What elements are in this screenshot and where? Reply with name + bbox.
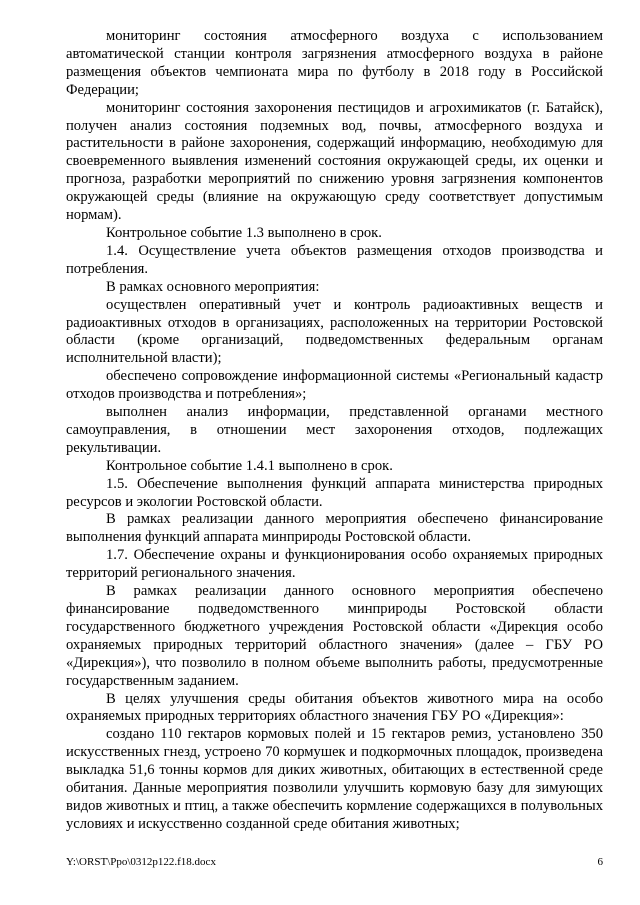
paragraph: 1.7. Обеспечение охраны и функционирования особо охраняемых природных территорий регионального значения. [66,547,603,582]
footer-file-path: Y:\ORST\Ppo\0312p122.f18.docx [66,856,216,868]
page-number: 6 [597,856,603,868]
document-body [66,28,603,834]
paragraph: В рамках реализации данного основного мероприятия обеспечено финансирование подведомственного минприроды Ростовской области государственного бюджетного учреждения Ростовской области «Дирекция особо охраняемых природных территорий областного значения» (далее – ГБУ РО «Дирекция»), что позволило в полном объеме выполнить работы, предусмотренные государственным заданием. [66,583,603,689]
paragraph: 1.5. Обеспечение выполнения функций аппарата министерства природных ресурсов и экологии Ростовской области. [66,475,603,510]
paragraph: мониторинг состояния атмосферного воздуха с использованием автоматической станции контроля загрязнения атмосферного воздуха в районе размещения объектов чемпионата мира по футболу в 2018 году в Российской Федерации; [66,28,603,98]
paragraph: мониторинг состояния захоронения пестицидов и агрохимикатов (г. Батайск), получен анализ состояния подземных вод, почвы, атмосферного воздуха и растительности в районе захоронения, содержащий информацию, необходимую для своевременного выявления изменений состояния окружающей среды, их оценки и прогноза, разработки мероприятий по снижению уровня загрязнения компонентов окружающей среды (влияние на окружающую среду соответствует допустимым нормам). [66,99,603,224]
paragraph: Контрольное событие 1.3 выполнено в срок. [106,224,382,241]
paragraph: выполнен анализ информации, представленной органами местного самоуправления, в отношении мест захоронения отходов, подлежащих рекультивации. [66,404,603,456]
paragraph: создано 110 гектаров кормовых полей и 15 гектаров ремиз, установлено 350 искусственных гнезд, устроено 70 кормушек и подкормочных площадок, произведена выкладка 51,6 тонны кормов для диких животных, обитающих в естественной среде обитания. Данные мероприятия позволили улучшить кормовую базу для зимующих видов животных и птиц, а также обеспечить кормление содержащихся в полувольных условиях и искусственно созданной среде обитания животных; [66,726,603,832]
paragraph: В целях улучшения среды обитания объектов животного мира на особо охраняемых природных территориях областного значения ГБУ РО «Дирекция»: [66,690,603,725]
paragraph: В рамках реализации данного мероприятия обеспечено финансирование выполнения функций аппарата минприроды Ростовской области. [66,511,603,546]
paragraph: В рамках основного мероприятия: [106,278,320,295]
paragraph: Контрольное событие 1.4.1 выполнено в срок. [106,457,393,474]
paragraph: обеспечено сопровождение информационной системы «Региональный кадастр отходов производства и потребления»; [66,368,603,403]
paragraph: 1.4. Осуществление учета объектов размещения отходов производства и потребления. [66,242,603,277]
paragraph: осуществлен оперативный учет и контроль радиоактивных веществ и радиоактивных отходов в организациях, расположенных на территории Ростовской области (кроме организаций, подведомственных федеральным органам исполнительной власти); [66,296,603,367]
